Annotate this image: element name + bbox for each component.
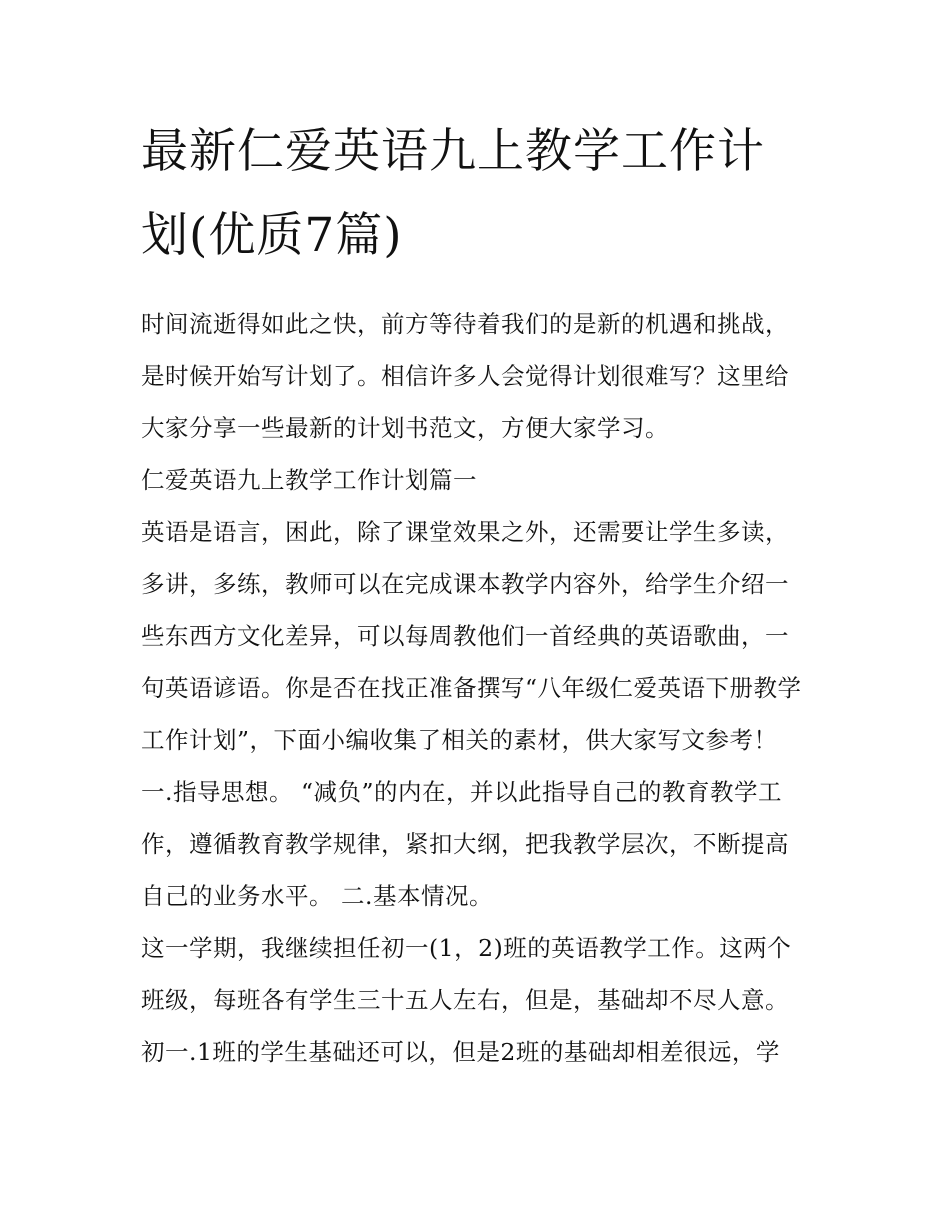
section-heading: 仁爱英语九上教学工作计划篇一 [141, 466, 477, 494]
body-paragraph-1: 英语是语言，困此，除了课堂效果之外，还需要让学生多读，多讲，多练，教师可以在完成课本教学内容外，给学生介绍一些东西方文化差异，可以每周教他们一首经典的英语歌曲，一句英语谚语。你是否在找正准备撰写“八年级仁爱英语下册教学工作计划”，下面小编收集了相关的素材，供大家写文参考！ [141, 518, 802, 754]
body-paragraph-2: 一.指导思想。 “减负”的内在，并以此指导自己的教育教学工作，遵循教育教学规律，紧扣大纲，把我教学层次，不断提高自己的业务水平。 二.基本情况。 [141, 778, 789, 910]
document-title: 最新仁爱英语九上教学工作计划(优质7篇) [141, 124, 765, 263]
document-body [141, 298, 811, 1078]
intro-paragraph: 时间流逝得如此之快，前方等待着我们的是新的机遇和挑战，是时候开始写计划了。相信许多人会觉得计划很难写？这里给大家分享一些最新的计划书范文，方便大家学习。 [141, 310, 789, 442]
body-paragraph-3: 这一学期，我继续担任初一(1，2)班的英语教学工作。这两个班级，每班各有学生三十五人左右，但是，基础却不尽人意。初一.1班的学生基础还可以，但是2班的基础却相差很远，学 [141, 934, 792, 1066]
document-page [141, 110, 811, 1078]
